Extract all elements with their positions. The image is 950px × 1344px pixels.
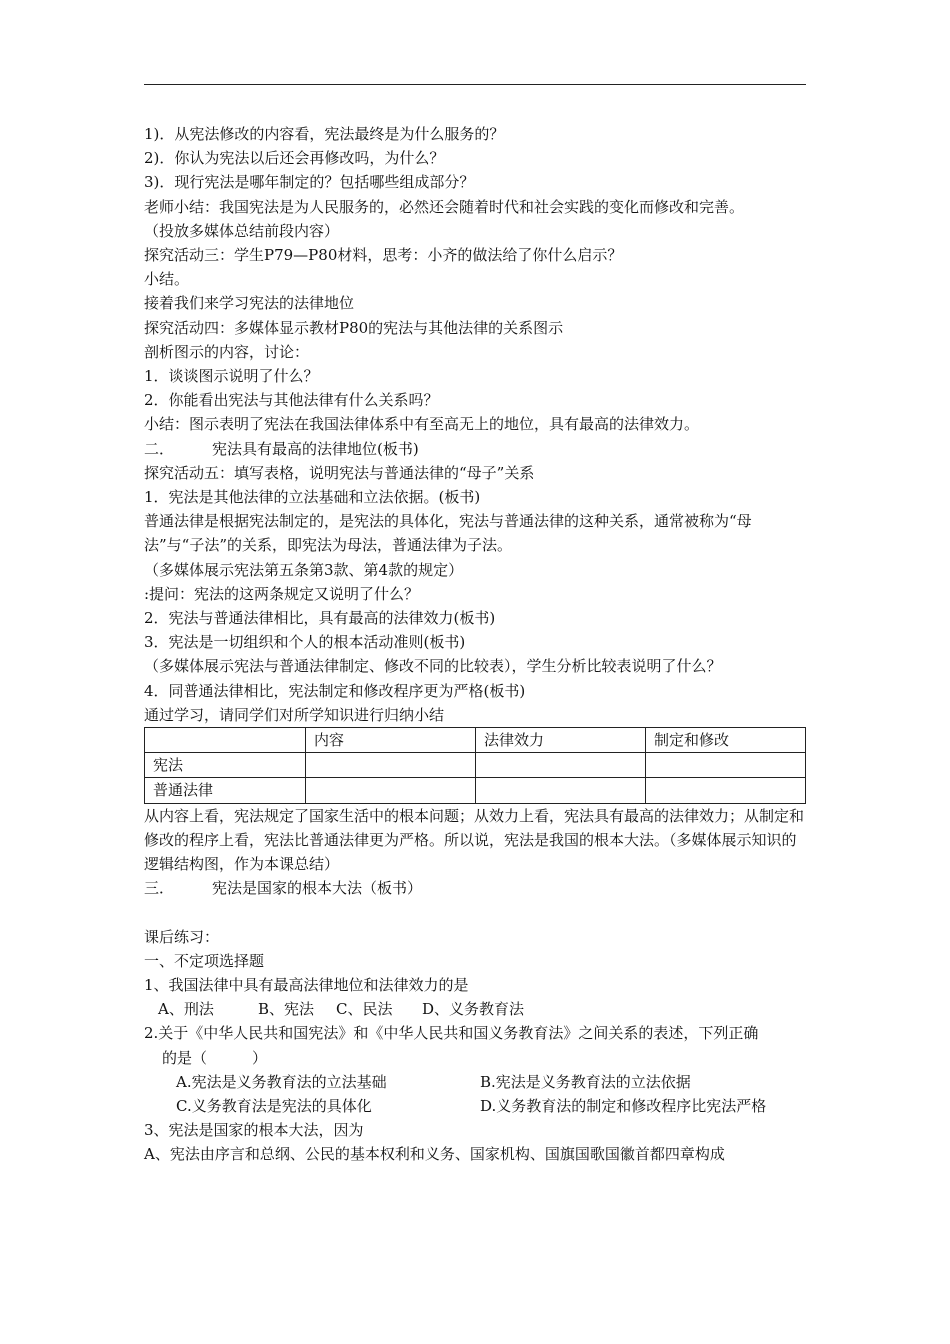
option-a: A、宪法由序言和总纲、公民的基本权利和义务、国家机构、国旗国歌国徽首都四章构成 — [144, 1145, 725, 1164]
summary-table — [144, 727, 806, 804]
text-line: 探究活动四：多媒体显示教材P80的宪法与其他法律的关系图示 — [144, 318, 564, 337]
exercise-section — [144, 925, 806, 1167]
option-a: A、刑法 — [158, 1000, 214, 1019]
text-line: 接着我们来学习宪法的法律地位 — [144, 294, 355, 313]
paragraph-mother-law: 普通法律是根据宪法制定的，是宪法的具体化，宪法与普通法律的这种关系，通常被称为“母法”与“子法”的关系，即宪法为母法，普通法律为子法。 — [144, 512, 752, 555]
text-line: 1)．从宪法修改的内容看，宪法最终是为什么服务的？ — [144, 125, 505, 143]
exercise-title: 课后练习： — [144, 927, 220, 946]
heading-number: 三． — [144, 879, 175, 898]
option-b: B.宪法是义务教育法的立法依据 — [480, 1072, 691, 1091]
text-line: 老师小结：我国宪法是为人民服务的，必然还会随着时代和社会实践的变化而修改和完善。 — [144, 197, 745, 216]
text-line: 剖析图示的内容，讨论： — [144, 342, 310, 361]
heading-text: 宪法是国家的根本大法（板书） — [212, 879, 423, 898]
text-line: （投放多媒体总结前段内容） — [144, 221, 340, 240]
option-a: A.宪法是义务教育法的立法基础 — [176, 1072, 387, 1091]
text-line: 4．同普通法律相比，宪法制定和修改程序更为严格(板书) — [144, 681, 526, 700]
text-line: 2．宪法与普通法律相比，具有最高的法律效力(板书) — [144, 609, 496, 628]
lesson-discussion-block — [144, 122, 806, 437]
text-line: （多媒体展示宪法第五条第3款、第4款的规定） — [144, 560, 464, 579]
text-line: 2)．你认为宪法以后还会再修改吗，为什么？ — [144, 149, 445, 168]
table-header-cell: 制定和修改 — [646, 728, 806, 753]
header-rule — [144, 84, 806, 85]
table-cell — [476, 753, 646, 778]
option-d: D.义务教育法的制定和修改程序比宪法严格 — [480, 1096, 767, 1115]
text-line: 小结：图示表明了宪法在我国法律体系中有至高无上的地位，具有最高的法律效力。 — [144, 415, 700, 434]
option-d: D、义务教育法 — [422, 1000, 525, 1019]
question-1-stem: 1、我国法律中具有最高法律地位和法律效力的是 — [144, 975, 469, 994]
option-c: C、民法 — [336, 1000, 393, 1019]
section-heading-3 — [144, 876, 806, 900]
table-header-cell: 法律效力 — [476, 728, 646, 753]
table-cell — [306, 753, 476, 778]
question-2-options-row — [144, 1094, 806, 1118]
document-body — [144, 122, 806, 1167]
table-cell — [476, 778, 646, 803]
table-header-row — [145, 728, 806, 753]
question-2-stem-continued: 的是（ ） — [162, 1048, 268, 1067]
exercise-section-title: 一、不定项选择题 — [144, 951, 265, 970]
blank-line — [144, 901, 806, 925]
text-line: 探究活动五：填写表格，说明宪法与普通法律的“母子”关系 — [144, 463, 535, 482]
text-line: 通过学习，请同学们对所学知识进行归纳小结 — [144, 705, 445, 724]
text-line: 3．宪法是一切组织和个人的根本活动准则(板书) — [144, 633, 466, 652]
option-b: B、宪法 — [258, 1000, 315, 1019]
table-cell — [306, 778, 476, 803]
text-line: :提问：宪法的这两条规定又说明了什么？ — [144, 584, 420, 603]
table-cell: 宪法 — [145, 753, 306, 778]
table-row — [145, 778, 806, 803]
table-header-cell: 内容 — [306, 728, 476, 753]
question-2-options-row — [144, 1070, 806, 1094]
question-3-stem: 3、宪法是国家的根本大法，因为 — [144, 1121, 364, 1140]
text-line: 1．宪法是其他法律的立法基础和立法依据。(板书) — [144, 488, 481, 507]
question-1-options — [144, 997, 806, 1021]
table-cell: 普通法律 — [145, 778, 306, 803]
text-line: （多媒体展示宪法与普通法律制定、修改不同的比较表），学生分析比较表说明了什么？ — [144, 657, 722, 676]
question-2-stem: 2.关于《中华人民共和国宪法》和《中华人民共和国义务教育法》之间关系的表述，下列正确 — [144, 1024, 759, 1043]
table-header-cell — [145, 728, 306, 753]
text-line: 2．你能看出宪法与其他法律有什么关系吗？ — [144, 391, 439, 410]
table-row — [145, 753, 806, 778]
table-cell — [646, 778, 806, 803]
section-heading-2 — [144, 437, 806, 461]
heading-number: 二． — [144, 439, 175, 458]
paragraph-summary: 从内容上看，宪法规定了国家生活中的根本问题；从效力上看，宪法具有最高的法律效力；从制定和修改的程序上看，宪法比普通法律更为严格。所以说，宪法是我国的根本大法。（多媒体展示知识的逻辑结构图，作为本课总结） — [144, 806, 805, 874]
text-line: 小结。 — [144, 270, 190, 289]
option-c: C.义务教育法是宪法的具体化 — [176, 1096, 372, 1115]
text-line: 探究活动三：学生P79—P80材料，思考：小齐的做法给了你什么启示？ — [144, 246, 623, 265]
text-line: 3)．现行宪法是哪年制定的？包括哪些组成部分？ — [144, 173, 475, 192]
text-line: 1．谈谈图示说明了什么？ — [144, 367, 319, 386]
heading-text: 宪法具有最高的法律地位(板书) — [212, 439, 419, 458]
table-cell — [646, 753, 806, 778]
